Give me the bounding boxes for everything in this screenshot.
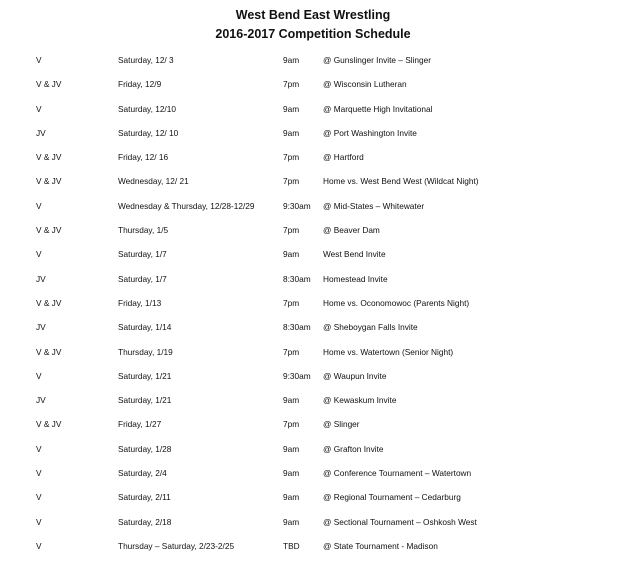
schedule-row — [0, 513, 626, 537]
schedule-row — [0, 391, 626, 415]
event-cell: @ Grafton Invite — [323, 443, 384, 454]
level-cell: V — [36, 370, 42, 381]
event-cell: @ Marquette High Invitational — [323, 103, 433, 114]
event-cell: @ Beaver Dam — [323, 225, 380, 236]
level-cell: V & JV — [36, 297, 62, 308]
event-cell: @ Kewaskum Invite — [323, 395, 397, 406]
date-cell: Saturday, 1/7 — [118, 273, 167, 284]
time-cell: 9am — [283, 468, 300, 479]
schedule-row — [0, 464, 626, 488]
date-cell: Friday, 1/13 — [118, 297, 162, 308]
date-cell: Saturday, 1/14 — [118, 322, 172, 333]
time-cell: 9am — [283, 492, 300, 503]
level-cell: V — [36, 468, 42, 479]
schedule-row — [0, 245, 626, 269]
time-cell: 9am — [283, 516, 300, 527]
date-cell: Saturday, 2/18 — [118, 516, 172, 527]
schedule-row — [0, 537, 626, 561]
event-cell: Home vs. Watertown (Senior Night) — [323, 346, 454, 357]
event-cell: @ State Tournament - Madison — [323, 540, 438, 551]
level-cell: V & JV — [36, 152, 62, 163]
date-cell: Saturday, 12/10 — [118, 103, 176, 114]
level-cell: V & JV — [36, 176, 62, 187]
event-cell: Home vs. Oconomowoc (Parents Night) — [323, 297, 470, 308]
date-cell: Saturday, 12/ 3 — [118, 55, 174, 65]
event-cell: Home vs. West Bend West (Wildcat Night) — [323, 176, 479, 187]
time-cell: 9am — [283, 127, 300, 138]
event-cell: @ Port Washington Invite — [323, 127, 417, 138]
date-cell: Friday, 1/27 — [118, 419, 162, 430]
date-cell: Friday, 12/9 — [118, 79, 162, 90]
level-cell: V & JV — [36, 79, 62, 90]
event-cell: @ Conference Tournament – Watertown — [323, 468, 472, 479]
time-cell: 7pm — [283, 225, 300, 236]
time-cell: 7pm — [283, 79, 300, 90]
event-cell: @ Regional Tournament – Cedarburg — [323, 492, 461, 503]
schedule-row — [0, 488, 626, 512]
level-cell: JV — [36, 273, 46, 284]
date-cell: Thursday, 1/19 — [118, 346, 173, 357]
date-cell: Saturday, 1/21 — [118, 395, 172, 406]
level-cell: JV — [36, 395, 46, 406]
time-cell: 7pm — [283, 297, 300, 308]
date-cell: Thursday, 1/5 — [118, 225, 169, 236]
event-cell: Homestead Invite — [323, 273, 388, 284]
date-cell: Thursday – Saturday, 2/23-2/25 — [118, 540, 235, 551]
schedule-row — [0, 270, 626, 294]
date-cell: Wednesday & Thursday, 12/28-12/29 — [118, 200, 255, 211]
date-cell: Saturday, 1/21 — [118, 370, 172, 381]
time-cell: 9am — [283, 443, 300, 454]
event-cell: @ Waupun Invite — [323, 370, 387, 381]
event-cell: West Bend Invite — [323, 249, 386, 260]
schedule-row — [0, 100, 626, 124]
schedule-row — [0, 294, 626, 318]
schedule-list — [0, 51, 626, 561]
level-cell: V — [36, 249, 42, 260]
date-cell: Friday, 12/ 16 — [118, 152, 169, 163]
level-cell: V & JV — [36, 419, 62, 430]
event-cell: @ Slinger — [323, 419, 360, 430]
event-cell: @ Mid-States – Whitewater — [323, 200, 425, 211]
level-cell: V & JV — [36, 225, 62, 236]
level-cell: JV — [36, 127, 46, 138]
date-cell: Saturday, 12/ 10 — [118, 127, 179, 138]
schedule-row — [0, 440, 626, 464]
time-cell: 7pm — [283, 152, 300, 163]
level-cell: V — [36, 540, 42, 551]
schedule-row — [0, 415, 626, 439]
event-cell: @ Sheboygan Falls Invite — [323, 322, 418, 333]
time-cell: TBD — [283, 540, 300, 551]
schedule-row — [0, 172, 626, 196]
level-cell: V — [36, 516, 42, 527]
document-subtitle: 2016-2017 Competition Schedule — [215, 27, 411, 41]
time-cell: 9:30am — [283, 370, 311, 381]
event-cell: @ Sectional Tournament – Oshkosh West — [323, 516, 477, 527]
schedule-row — [0, 221, 626, 245]
time-cell: 7pm — [283, 176, 300, 187]
time-cell: 8:30am — [283, 273, 311, 284]
date-cell: Wednesday, 12/ 21 — [118, 176, 189, 187]
date-cell: Saturday, 1/7 — [118, 249, 167, 260]
schedule-row — [0, 367, 626, 391]
level-cell: V & JV — [36, 346, 62, 357]
date-cell: Saturday, 2/4 — [118, 468, 167, 479]
time-cell: 9am — [283, 249, 300, 260]
time-cell: 9am — [283, 395, 300, 406]
time-cell: 8:30am — [283, 322, 311, 333]
schedule-row — [0, 124, 626, 148]
schedule-row — [0, 318, 626, 342]
schedule-row — [0, 343, 626, 367]
time-cell: 9am — [283, 103, 300, 114]
schedule-row — [0, 75, 626, 99]
schedule-row — [0, 148, 626, 172]
time-cell: 9am — [283, 55, 300, 65]
date-cell: Saturday, 1/28 — [118, 443, 172, 454]
level-cell: JV — [36, 322, 46, 333]
schedule-row — [0, 51, 626, 75]
event-cell: @ Wisconsin Lutheran — [323, 79, 407, 90]
event-cell: @ Hartford — [323, 152, 364, 163]
date-cell: Saturday, 2/11 — [118, 492, 171, 503]
schedule-row — [0, 197, 626, 221]
document-title: West Bend East Wrestling — [235, 8, 391, 22]
time-cell: 9:30am — [283, 200, 311, 211]
time-cell: 7pm — [283, 346, 300, 357]
level-cell: V — [36, 200, 42, 211]
level-cell: V — [36, 492, 42, 503]
level-cell: V — [36, 103, 42, 114]
level-cell: V — [36, 55, 42, 65]
event-cell: @ Gunslinger Invite – Slinger — [323, 55, 432, 65]
time-cell: 7pm — [283, 419, 300, 430]
level-cell: V — [36, 443, 42, 454]
